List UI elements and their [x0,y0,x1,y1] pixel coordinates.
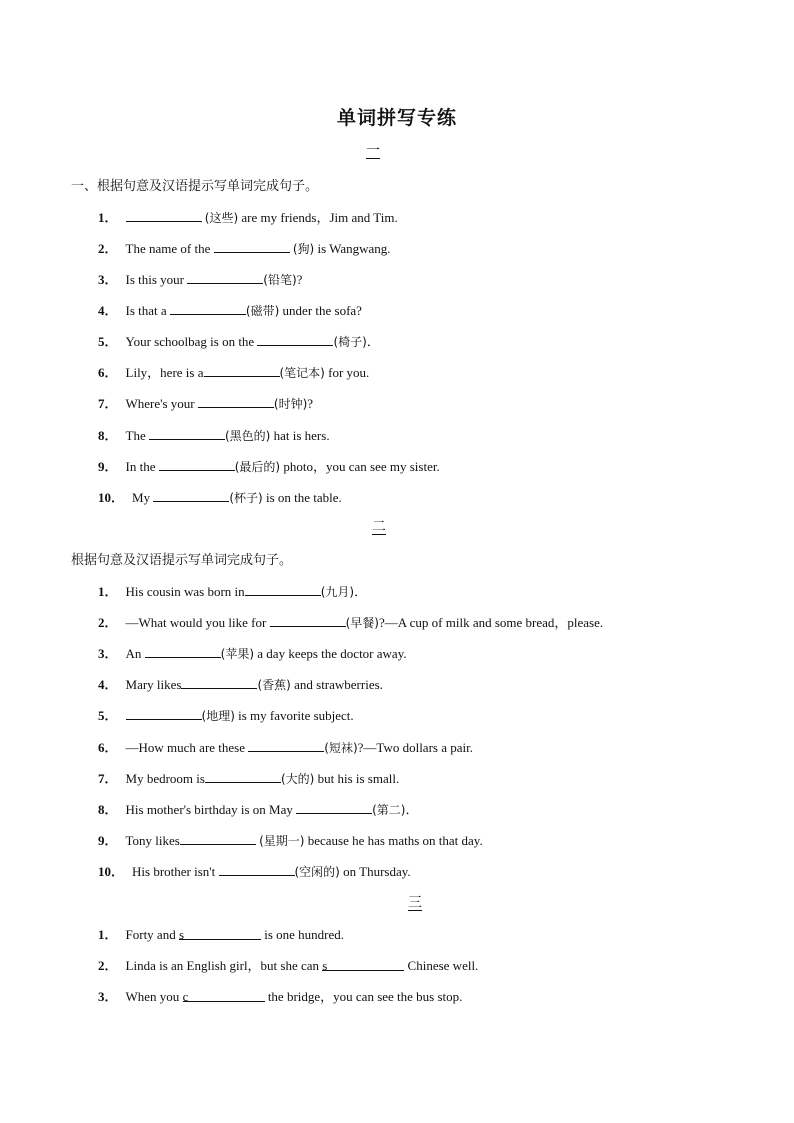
exercise-item [98,300,362,319]
item-text-after: is on the table. [262,490,342,505]
chinese-hint: (黑色的) [224,429,271,443]
item-number: 1． [98,210,118,225]
item-text-after: under the sofa? [279,303,362,318]
exercise-item [98,955,478,974]
item-text-before: Your schoolbag is on the [125,334,258,349]
item-text-before: Tony likes [125,833,180,848]
answer-blank[interactable] [205,770,281,783]
chinese-hint: (九月) [320,585,355,599]
item-text-after: for you. [324,365,370,380]
exercise-item [98,456,440,475]
item-text-after: ． [405,802,419,817]
chinese-hint: (大的) [280,772,315,786]
answer-blank[interactable] [179,927,261,940]
exercise-item [98,393,313,412]
chinese-hint: (第二) [372,803,406,817]
section-2-mark: 二 [372,519,386,535]
item-number: 3． [98,646,118,661]
item-number: 4． [98,677,118,692]
answer-blank[interactable] [257,333,333,346]
item-number: 1． [98,584,118,599]
item-number: 9． [98,833,118,848]
exercise-item [98,362,369,381]
chinese-hint: (早餐) [345,616,379,630]
item-number: 3． [98,272,118,287]
chinese-hint: (磁带) [245,304,280,318]
item-text-before: Where's your [125,396,198,411]
exercise-item [98,238,391,257]
answer-blank[interactable] [149,427,225,440]
item-text-before: My [132,490,154,505]
item-number: 6． [98,740,118,755]
item-text-after: is my favorite subject. [234,708,354,723]
item-number: 2． [98,615,118,630]
item-text-after: ?—A cup of milk and some bread，please. [378,615,604,630]
item-text-before: —What would you like for [125,615,270,630]
answer-blank[interactable] [183,989,265,1002]
exercise-item [98,425,330,444]
item-text-after: on Thursday. [339,864,411,879]
exercise-item [98,207,398,226]
item-text-before: Lily，here is a [125,365,204,380]
item-text-before: Mary likes [125,677,182,692]
section-1-mark: 一 [366,143,380,159]
item-number: 9． [98,459,118,474]
chinese-hint: (椅子) [333,335,367,349]
item-number: 5． [98,334,118,349]
answer-blank[interactable] [153,489,229,502]
answer-blank[interactable] [181,676,257,689]
item-text-after: ． [366,334,380,349]
item-text-before: His brother isn't [132,864,219,879]
item-number: 3． [98,989,118,1004]
item-text-after: and strawberries. [290,677,383,692]
exercise-item [98,612,603,631]
chinese-hint: (苹果) [220,647,255,661]
chinese-hint: (香蕉) [257,678,291,692]
item-number: 2． [98,958,118,973]
item-number: 4． [98,303,118,318]
initial-letter: c [182,989,189,1004]
item-text-before: An [125,646,145,661]
item-text-after: a day keeps the doctor away. [254,646,407,661]
item-text-before: The [125,428,149,443]
initial-letter: s [178,927,185,942]
chinese-hint: (最后的) [234,460,281,474]
item-text-before: His cousin was born in [125,584,245,599]
item-number: 6． [98,365,118,380]
item-number: 8． [98,802,118,817]
item-text-after: because he has maths on that day. [304,833,483,848]
chinese-hint: (星期一) [259,834,305,848]
exercise-item [98,799,419,818]
item-number: 5． [98,708,118,723]
item-text-after: is one hundred. [264,927,345,942]
item-text-after: the bridge，you can see the bus stop. [267,989,463,1004]
item-text-after: photo，you can see my sister. [280,459,440,474]
item-text-after: ?—Two dollars a pair. [357,740,473,755]
item-text-after: ? [296,272,303,287]
item-text-before: Forty and [125,927,179,942]
exercise-item [98,643,407,662]
chinese-hint: (铅笔) [263,273,297,287]
item-number: 10． [98,864,125,879]
item-text-before: Linda is an English girl，but she can [125,958,323,973]
answer-blank[interactable] [198,395,274,408]
answer-blank[interactable] [145,645,221,658]
chinese-hint: (杯子) [229,491,263,505]
item-text-before: My bedroom is [125,771,205,786]
answer-blank[interactable] [126,209,202,222]
answer-blank[interactable] [126,707,202,720]
answer-blank[interactable] [219,863,295,876]
exercise-item [98,737,473,756]
exercise-item [98,487,342,506]
section-2-instruction: 根据句意及汉语提示写单词完成句子。 [71,553,293,568]
item-text-after: ． [354,584,368,599]
answer-blank[interactable] [296,801,372,814]
section-3-mark: 三 [408,895,422,911]
answer-blank[interactable] [248,739,324,752]
chinese-hint: (时钟) [273,397,308,411]
item-text-after: ? [307,396,314,411]
chinese-hint: (空闲的) [294,865,340,879]
item-text-before: In the [125,459,159,474]
item-text-before: His mother's birthday is on May [125,802,297,817]
exercise-item [98,581,367,600]
item-text-before: —How much are these [125,740,249,755]
item-text-after: Chinese well. [407,958,479,973]
answer-blank[interactable] [245,583,321,596]
item-number: 7． [98,396,118,411]
exercise-item [98,986,462,1005]
answer-blank[interactable] [270,614,346,627]
item-text-before: Is that a [125,303,170,318]
item-text-after: but his is small. [314,771,400,786]
item-text-after: is Wangwang. [314,241,391,256]
answer-blank[interactable] [214,240,290,253]
exercise-item [98,768,399,787]
exercise-item [98,705,354,724]
answer-blank[interactable] [322,958,404,971]
item-number: 10． [98,490,125,505]
chinese-hint: (狗) [292,242,315,256]
answer-blank[interactable] [187,271,263,284]
page-title: 单词拼写专练 [336,107,457,129]
item-text-before: Is this your [125,272,188,287]
item-text-after: are my friends，Jim and Tim. [238,210,398,225]
exercise-item [98,861,411,880]
chinese-hint: (这些) [204,211,239,225]
exercise-item [98,924,344,943]
item-number: 8． [98,428,118,443]
item-text-before: The name of the [125,241,214,256]
item-number: 2． [98,241,118,256]
exercise-item [98,331,380,350]
exercise-item [98,269,302,288]
item-number: 7． [98,771,118,786]
item-number: 1． [98,927,118,942]
answer-blank[interactable] [204,364,280,377]
answer-blank[interactable] [170,302,246,315]
item-text-before: When you [125,989,183,1004]
answer-blank[interactable] [180,832,256,845]
item-text-after: hat is hers. [270,428,330,443]
chinese-hint: (短袜) [324,741,358,755]
exercise-item [98,830,483,849]
answer-blank[interactable] [159,458,235,471]
chinese-hint: (地理) [201,709,235,723]
chinese-hint: (笔记本) [279,366,325,380]
initial-letter: s [322,958,328,973]
exercise-item [98,674,383,693]
section-1-instruction: 一、根据句意及汉语提示写单词完成句子。 [71,179,319,194]
